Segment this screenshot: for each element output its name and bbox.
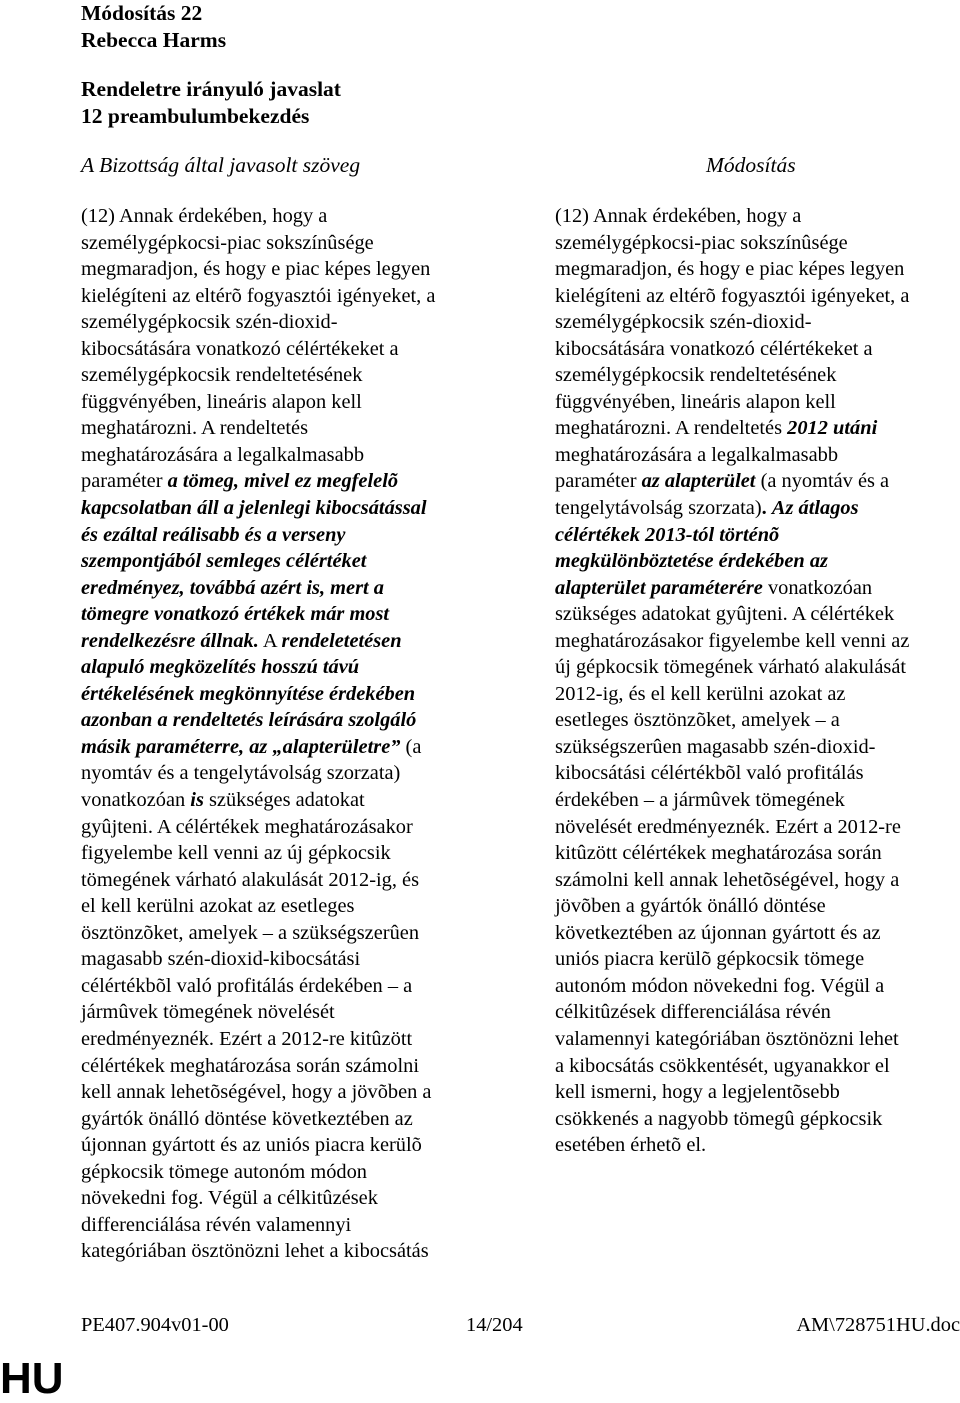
text-run: számolni kell annak lehetõségével, hogy a [555, 868, 900, 891]
text-run: meghatározni. A rendeltetés [81, 417, 309, 440]
commission-text-line [81, 389, 511, 416]
text-run: a kibocsátás csökkentését, ugyanakkor el [555, 1054, 890, 1077]
text-run: (a [400, 735, 422, 758]
text-run: növelését eredményeznék. Ezért a 2012-re [555, 815, 901, 838]
amendment-text-line [555, 1026, 960, 1053]
text-run: meghatározni. A rendeltetés [555, 417, 788, 440]
header-spacer [81, 54, 341, 76]
amendment-header [81, 0, 341, 130]
amendment-text-line [555, 681, 960, 708]
emphasized-text: másik paraméterre, az „alapterületre” [81, 735, 401, 758]
text-run: meghatározásakor figyelembe kell venni az [555, 629, 910, 652]
text-run: személygépkocsi-piac sokszínûsége [555, 231, 848, 254]
amendment-text-line [555, 389, 960, 416]
emphasized-text: rendelkezésre állnak. [81, 629, 259, 652]
text-run: valamennyi kategóriában ösztönözni lehet [555, 1027, 899, 1050]
document-reference: PE407.904v01-00 [81, 1314, 229, 1336]
text-run: meghatározására a legalkalmasabb [81, 443, 365, 466]
emphasized-text: alapterület paraméterére [555, 576, 763, 599]
amendment-text-line [555, 1132, 960, 1159]
text-run: személygépkocsik rendeltetésének [555, 364, 837, 387]
amendment-text-line [555, 575, 960, 602]
amendment-text-line [555, 707, 960, 734]
amendment-text-line [555, 920, 960, 947]
text-run: vonatkozóan [762, 576, 873, 599]
amendment-text-line [555, 867, 960, 894]
text-run: A [258, 629, 282, 652]
commission-text-line [81, 1159, 511, 1186]
text-run: tömegének várható alakulását 2012-ig, és [81, 868, 420, 891]
text-run: szükséges adatokat [203, 789, 365, 812]
text-run: kibocsátási célértékbõl való profitálás [555, 762, 864, 785]
amendment-text-line [555, 415, 960, 442]
text-run: autonóm módon növekedni fog. Végül a [555, 974, 885, 997]
text-run: eredményeznék. Ezért a 2012-re kitûzött [81, 1027, 413, 1050]
amendment-text-line [555, 336, 960, 363]
amendment-text-line [555, 495, 960, 522]
commission-text-line [81, 654, 511, 681]
commission-text-line [81, 1026, 511, 1053]
commission-text-line [81, 1132, 511, 1159]
file-name: AM\728751HU.doc [796, 1314, 960, 1336]
commission-text-line [81, 575, 511, 602]
amendment-text-line [555, 999, 960, 1026]
text-run: célkitûzések differenciálása révén [555, 1001, 831, 1024]
commission-text-line [81, 362, 511, 389]
recital-reference: 12 preambulumbekezdés [81, 104, 310, 128]
commission-text-line [81, 1106, 511, 1133]
amendment-text-line [555, 442, 960, 469]
emphasized-text: szempontjából semleges célértéket [81, 550, 367, 573]
text-run: kibocsátására vonatkozó célértékeket a [555, 337, 873, 360]
amendment-text-line [555, 654, 960, 681]
commission-text-line [81, 1185, 511, 1212]
text-run: gyártók önálló döntése következtében az [81, 1107, 413, 1130]
page-number: 14/204 [466, 1314, 523, 1336]
commission-text-line [81, 814, 511, 841]
commission-text-line [81, 601, 511, 628]
amendment-text-line [555, 230, 960, 257]
text-run: célértékbõl való profitálás érdekében – a [81, 974, 413, 997]
emphasized-text: kapcsolatban áll a jelenlegi kibocsátással [81, 497, 427, 520]
amendment-text-line [555, 893, 960, 920]
amendment-text-line [555, 946, 960, 973]
commission-text-line [81, 495, 511, 522]
emphasized-text: . [761, 497, 767, 520]
text-run: következtében az újonnan gyártott és az [555, 921, 881, 944]
commission-text-line [81, 840, 511, 867]
commission-text-line [81, 999, 511, 1026]
proposal-type: Rendeletre irányuló javaslat [81, 77, 341, 101]
commission-text-line [81, 522, 511, 549]
commission-text-line [81, 893, 511, 920]
commission-text-line [81, 283, 511, 310]
text-run: vonatkozóan [81, 789, 191, 812]
text-run: esetében érhetõ el. [555, 1134, 707, 1157]
amendment-text-line [555, 628, 960, 655]
text-run: függvényében, lineáris alapon kell [81, 390, 362, 413]
text-run: személygépkocsik rendeltetésének [81, 364, 363, 387]
commission-text-line [81, 867, 511, 894]
commission-text-line [81, 1212, 511, 1239]
text-run: kitûzött célértékek meghatározása során [555, 842, 882, 865]
text-run: jövõben a gyártók önálló döntése [555, 895, 826, 918]
commission-text-line [81, 203, 511, 230]
emphasized-text: azonban a rendeltetés leírására szolgáló [81, 709, 417, 732]
emphasized-text: alapuló megközelítés hosszú távú [81, 656, 360, 679]
text-run: megmaradjon, és hogy e piac képes legyen [81, 258, 431, 281]
text-run: (a nyomtáv és a [755, 470, 890, 493]
text-run: kielégíteni az eltérõ fogyasztói igényeket, a [81, 284, 436, 307]
text-run: meghatározására a legalkalmasabb [555, 443, 839, 466]
text-run: esetleges ösztönzõket, amelyek – a [555, 709, 840, 732]
text-run: növekedni fog. Végül a célkitûzések [81, 1187, 378, 1210]
text-run: (12) Annak érdekében, hogy a [555, 205, 802, 227]
text-run: célértékek meghatározása során számolni [81, 1054, 419, 1077]
emphasized-text: 2012 utáni [787, 417, 878, 440]
amendment-text-line [555, 734, 960, 761]
text-run: figyelembe kell venni az új gépkocsik [81, 842, 391, 865]
amendment-text-line [555, 973, 960, 1000]
text-run: differenciálása révén valamennyi [81, 1213, 352, 1236]
emphasized-text: az alapterület [641, 470, 756, 493]
amendment-text-line [555, 601, 960, 628]
text-run: kielégíteni az eltérõ fogyasztói igényeket, a [555, 284, 910, 307]
text-run: megmaradjon, és hogy e piac képes legyen [555, 258, 905, 281]
emphasized-text: célértékek 2013-tól történõ [555, 523, 780, 546]
commission-text-line [81, 442, 511, 469]
amendment-text-line [555, 522, 960, 549]
text-run: (12) Annak érdekében, hogy a [81, 205, 328, 227]
emphasized-text: eredményez, továbbá azért is, mert a [81, 576, 384, 599]
amendment-text-line [555, 787, 960, 814]
commission-text-line [81, 1079, 511, 1106]
text-run: uniós piacra kerülõ gépkocsik tömege [555, 948, 865, 971]
amendment-text-line [555, 283, 960, 310]
amendment-text-line [555, 468, 960, 495]
text-run: szükségszerûen magasabb szén-dioxid- [555, 735, 876, 758]
emphasized-text: Az átlagos [771, 497, 859, 520]
text-run: gépkocsik tömege autonóm módon [81, 1160, 367, 1183]
text-run: kibocsátására vonatkozó célértékeket a [81, 337, 399, 360]
commission-text-line [81, 734, 511, 761]
commission-text-line [81, 230, 511, 257]
text-run: gyûjteni. A célértékek meghatározásakor [81, 815, 413, 838]
text-run: 2012-ig, és el kell kerülni azokat az [555, 682, 846, 705]
commission-text-line [81, 468, 511, 495]
text-run: érdekében – a jármûvek tömegének [555, 789, 845, 812]
text-run: ösztönzõket, amelyek – a szükségszerûen [81, 921, 420, 944]
amendment-text-line [555, 1053, 960, 1080]
commission-text-line [81, 1238, 511, 1265]
author-name: Rebecca Harms [81, 28, 227, 52]
text-run: kell ismerni, hogy a legjelentõsebb [555, 1081, 840, 1104]
emphasized-text: megkülönböztetése érdekében az [555, 550, 828, 573]
commission-text-line [81, 548, 511, 575]
text-run: új gépkocsik tömegének várható alakulását [555, 656, 907, 679]
text-run: paraméter [81, 470, 168, 493]
amendment-text-line [555, 1079, 960, 1106]
text-run: kategóriában ösztönözni lehet a kibocsátás [81, 1240, 429, 1263]
left-column-title: A Bizottság által javasolt szöveg [81, 153, 361, 177]
text-run: paraméter [555, 470, 642, 493]
text-run: újonnan gyártott és az uniós piacra kerülõ [81, 1134, 422, 1157]
text-run: magasabb szén-dioxid-kibocsátási [81, 948, 361, 971]
text-run: el kell kerülni azokat az esetleges [81, 895, 355, 918]
commission-text-line [81, 760, 511, 787]
amendment-text-line [555, 840, 960, 867]
page-footer [0, 1312, 960, 1338]
language-code: HU [0, 1354, 64, 1403]
emphasized-text: rendeletetésen [281, 629, 402, 652]
text-run: személygépkocsik szén-dioxid- [81, 311, 338, 334]
commission-text-line [81, 256, 511, 283]
text-run: kell annak lehetõségével, hogy a jövõben a [81, 1081, 432, 1104]
emphasized-text: tömegre vonatkozó értékek már most [81, 603, 390, 626]
text-run: csökkenés a nagyobb tömegû gépkocsik [555, 1107, 883, 1130]
amendment-text-line [555, 309, 960, 336]
commission-text-line [81, 1053, 511, 1080]
commission-text-line [81, 920, 511, 947]
text-run: függvényében, lineáris alapon kell [555, 390, 836, 413]
amendment-number: Módosítás 22 [81, 1, 203, 25]
commission-text-column [81, 203, 511, 1265]
commission-text-line [81, 415, 511, 442]
commission-text-line [81, 628, 511, 655]
amendment-text-line [555, 1106, 960, 1133]
amendment-text-line [555, 548, 960, 575]
amendment-text-line [555, 814, 960, 841]
right-column-title: Módosítás [706, 153, 796, 177]
commission-text-line [81, 681, 511, 708]
emphasized-text: a tömeg, mivel ez megfelelõ [167, 470, 399, 493]
amendment-text-line [555, 362, 960, 389]
emphasized-text: és ezáltal reálisabb és a verseny [81, 523, 346, 546]
commission-text-line [81, 946, 511, 973]
commission-text-line [81, 336, 511, 363]
amendment-text-line [555, 256, 960, 283]
commission-text-line [81, 787, 511, 814]
text-run: nyomtáv és a tengelytávolság szorzata) [81, 762, 401, 785]
text-run: személygépkocsi-piac sokszínûsége [81, 231, 374, 254]
amendment-text-line [555, 203, 960, 230]
text-run: jármûvek tömegének növelését [81, 1001, 335, 1024]
text-run: személygépkocsik szén-dioxid- [555, 311, 812, 334]
commission-text-line [81, 309, 511, 336]
emphasized-text: is [190, 789, 204, 812]
amendment-text-line [555, 760, 960, 787]
text-run: tengelytávolság szorzata) [555, 497, 762, 520]
commission-text-line [81, 707, 511, 734]
amendment-text-column [555, 203, 960, 1159]
emphasized-text: értékelésének megkönnyítése érdekében [81, 682, 416, 705]
text-run: szükséges adatokat gyûjteni. A célértékek [555, 603, 895, 626]
commission-text-line [81, 973, 511, 1000]
